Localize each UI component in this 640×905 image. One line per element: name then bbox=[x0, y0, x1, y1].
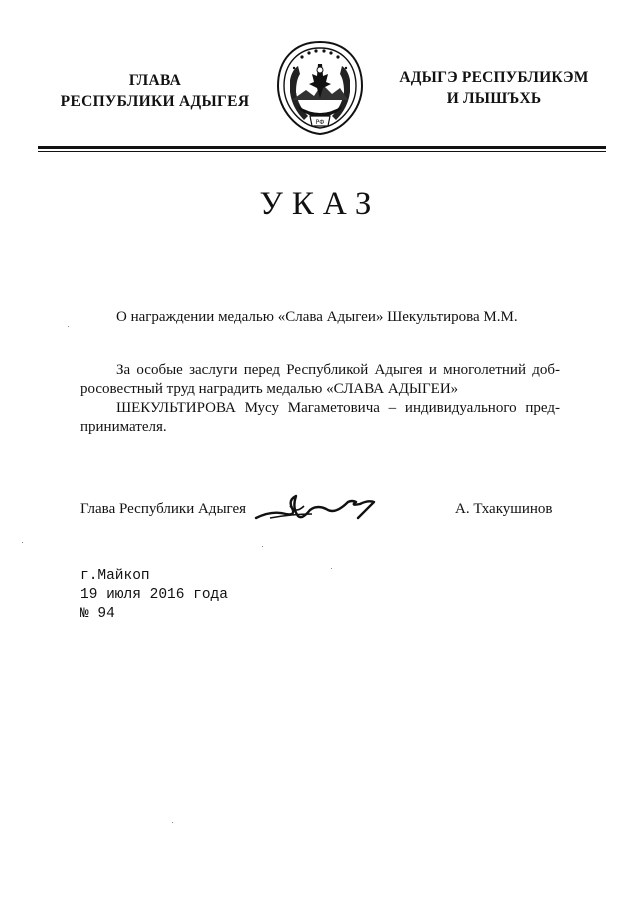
decree-meta bbox=[80, 567, 228, 624]
header-left-line2: РЕСПУБЛИКИ АДЫГЕЯ bbox=[60, 93, 250, 110]
svg-text:РФ: РФ bbox=[315, 119, 325, 126]
header-left-line1: ГЛАВА bbox=[128, 72, 182, 89]
decree-number: № 94 bbox=[80, 606, 115, 622]
handwritten-signature-icon bbox=[252, 488, 382, 528]
decree-date: 19 июля 2016 года bbox=[80, 587, 228, 603]
signatory-name: А. Тхакушинов bbox=[455, 501, 553, 517]
header-rule-thick bbox=[38, 146, 606, 149]
document-title: УКАЗ bbox=[259, 186, 381, 222]
body-line-1: За особые заслуги перед Республикой Адыгея и многолетний доб- bbox=[116, 362, 560, 378]
body-line-2: росовестный труд наградить медалью «СЛАВА АДЫГЕИ» bbox=[80, 381, 459, 397]
signatory-position: Глава Республики Адыгея bbox=[80, 501, 247, 517]
scan-speck bbox=[331, 568, 332, 569]
decree-subject: О награждении медалью «Слава Адыгеи» Шекультирова М.М. bbox=[116, 309, 518, 325]
scan-speck bbox=[262, 546, 263, 547]
scan-speck bbox=[172, 822, 173, 823]
header-rule-thin bbox=[38, 151, 606, 152]
decree-place: г.Майкоп bbox=[80, 568, 150, 584]
header-right-line1: АДЫГЭ РЕСПУБЛИКЭМ bbox=[399, 69, 589, 86]
body-line-4: принимателя. bbox=[80, 419, 167, 435]
header-right bbox=[376, 67, 612, 109]
decree-body bbox=[80, 361, 560, 437]
scan-speck bbox=[22, 542, 23, 543]
scan-speck bbox=[68, 326, 69, 327]
header-left bbox=[40, 70, 270, 112]
body-line-3: ШЕКУЛЬТИРОВА Мусу Магаметовича – индивидуального пред- bbox=[116, 400, 560, 416]
republic-coat-of-arms-icon bbox=[276, 40, 364, 136]
header-right-line2: И ЛЫШЪХЬ bbox=[446, 90, 542, 107]
